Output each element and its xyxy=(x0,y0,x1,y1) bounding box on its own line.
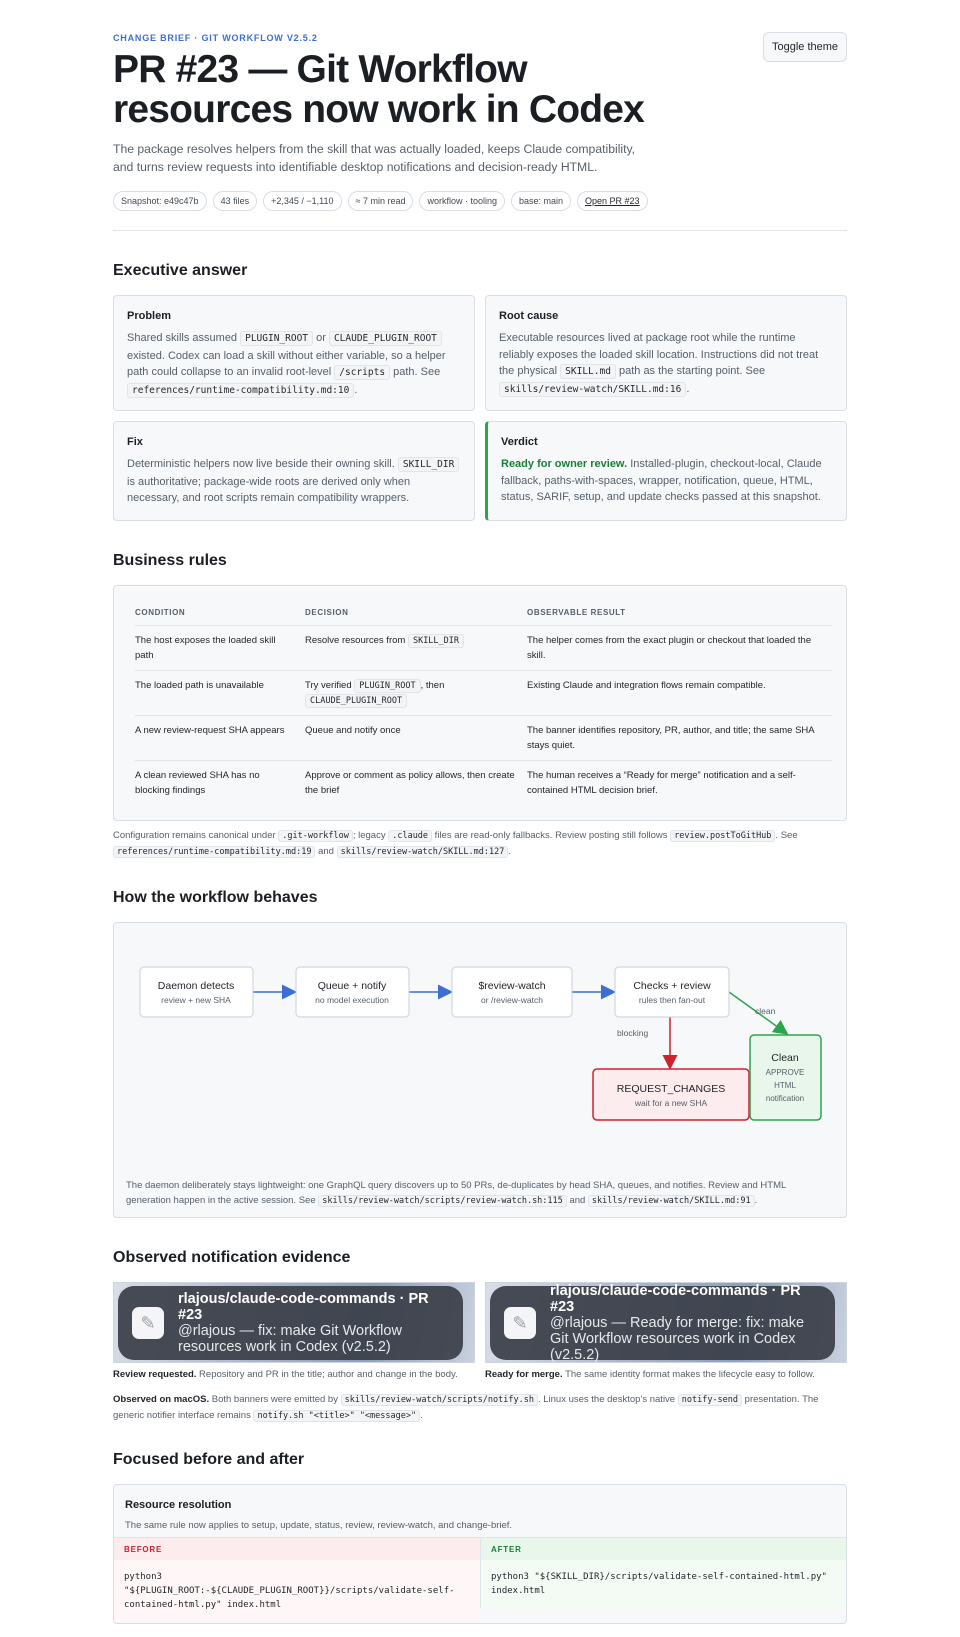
section-heading-notifications: Observed notification evidence xyxy=(113,1249,351,1266)
svg-text:notification: notification xyxy=(765,1094,805,1103)
card-subtitle: The same rule now applies to setup, update, status, review, review-watch, and change-brief. xyxy=(125,1520,513,1531)
app-icon: ✎ xyxy=(132,1307,164,1339)
rules-table xyxy=(135,598,832,806)
card-body: Ready for owner review. Installed-plugin, checkout-local, Claude fallback, paths-with-spaces, wrapper, notification, queue, HTML, status, SARIF, setup, and update checks passed at this snapshot. xyxy=(501,458,822,503)
card-fix xyxy=(113,421,475,521)
app-icon: ✎ xyxy=(504,1307,536,1339)
section-heading-rules: Business rules xyxy=(113,552,227,569)
svg-text:REQUEST_CHANGES: REQUEST_CHANGES xyxy=(616,1083,726,1095)
edge-label-blocking: blocking xyxy=(617,1028,649,1038)
node-review-watch xyxy=(452,967,572,1017)
svg-text:Clean: Clean xyxy=(771,1052,799,1064)
svg-text:Queue + notify: Queue + notify xyxy=(317,980,387,992)
workflow-diagram xyxy=(113,922,847,1218)
notification-title: rlajous/claude-code-commands · PR #23 xyxy=(550,1283,801,1315)
svg-text:wait for a new SHA: wait for a new SHA xyxy=(634,1098,708,1108)
notification-banner xyxy=(490,1283,835,1363)
node-clean xyxy=(750,1035,821,1120)
card-body: Deterministic helpers now live beside their owning skill. SKILL_DIR is authoritative; package-wide roots are derived only when necessary, and root scripts remain compatibility wrappers. xyxy=(127,456,461,507)
chip-base: base: main xyxy=(511,191,571,211)
notification-body: @rlajous — fix: make Git Workflow resources work in Codex (v2.5.2) xyxy=(178,1323,402,1355)
rules-table-card xyxy=(113,585,847,821)
workflow-svg xyxy=(114,923,848,1173)
svg-text:rules then fan-out: rules then fan-out xyxy=(638,995,706,1005)
svg-text:or /review-watch: or /review-watch xyxy=(481,995,543,1005)
cell-decision: Try verified PLUGIN_ROOT , then CLAUDE_PLUGIN_ROOT xyxy=(305,671,527,716)
cell-condition: The host exposes the loaded skill path xyxy=(135,626,305,671)
chip-read-time: ≈ 7 min read xyxy=(348,191,414,211)
svg-text:HTML: HTML xyxy=(774,1081,796,1090)
before-after-card xyxy=(113,1484,847,1624)
card-title: Verdict xyxy=(501,436,538,448)
card-verdict xyxy=(485,421,847,521)
card-title: Problem xyxy=(127,310,172,322)
table-row xyxy=(135,626,832,671)
notification-screenshot-ready-for-merge xyxy=(485,1282,847,1363)
cell-condition: A clean reviewed SHA has no blocking findings xyxy=(135,770,260,796)
cell-result: The banner identifies repository, PR, author, and title; the same SHA stays quiet. xyxy=(527,716,832,761)
node-queue xyxy=(296,967,409,1017)
notification-banner xyxy=(118,1286,463,1360)
toggle-theme-button[interactable]: Toggle theme xyxy=(763,32,847,62)
meta-chips xyxy=(113,191,648,211)
page-title: PR #23 — Git Workflow resources now work in Codex xyxy=(113,48,645,131)
column-header: DECISION xyxy=(305,598,527,626)
section-heading-executive: Executive answer xyxy=(113,262,248,279)
cell-condition: A new review-request SHA appears xyxy=(135,716,305,761)
cell-result: Existing Claude and integration flows remain compatible. xyxy=(527,671,832,716)
cell-decision: Resolve resources from SKILL_DIR xyxy=(305,626,527,671)
node-checks xyxy=(615,967,729,1017)
card-body: Shared skills assumed PLUGIN_ROOT or CLAUDE_PLUGIN_ROOT existed. Codex can load a skill without either variable, so a helper path could collapse to an invalid root-level /scripts path. See references/runtime-compatibility.md:10 . xyxy=(127,332,446,396)
svg-text:Daemon detects: Daemon detects xyxy=(157,980,235,992)
divider xyxy=(113,230,847,231)
card-problem xyxy=(113,295,475,411)
table-row xyxy=(135,671,832,716)
card-body: Executable resources lived at package root while the runtime reliably exposes the loaded skill location. Instructions did not treat the physical SKILL.md path as the starting point. See skills/review-watch/SKILL.md:16 . xyxy=(499,332,819,395)
lede: The package resolves helpers from the skill that was actually loaded, keeps Claude compatibility, and turns review requests into identifiable desktop notifications and decision-ready HTML. xyxy=(113,142,636,174)
before-code: python3 "${PLUGIN_ROOT:-${CLAUDE_PLUGIN_ROOT}}/scripts/validate-self-contained-html.py" index.html xyxy=(114,1560,480,1622)
verdict-status: Ready for owner review. xyxy=(501,458,628,470)
card-title: Fix xyxy=(127,436,143,448)
notification-caption: Review requested. Repository and PR in the title; author and change in the body. xyxy=(113,1369,458,1380)
chip-files: 43 files xyxy=(213,191,258,211)
notification-screenshot-review-requested xyxy=(113,1282,475,1363)
after-code: python3 "${SKILL_DIR}/scripts/validate-self-contained-html.py" index.html xyxy=(480,1560,846,1608)
after-label: AFTER xyxy=(480,1537,846,1560)
chip-snapshot: Snapshot: e49c47b xyxy=(113,191,207,211)
notification-body: @rlajous — Ready for merge: fix: make Git Workflow resources work in Codex (v2.5.2) xyxy=(550,1315,805,1363)
column-header: OBSERVABLE RESULT xyxy=(527,598,832,626)
notification-caption: Ready for merge. The same identity format makes the lifecycle easy to follow. xyxy=(485,1369,815,1380)
svg-text:$review-watch: $review-watch xyxy=(478,980,546,992)
cell-condition: The loaded path is unavailable xyxy=(135,671,305,716)
table-row xyxy=(135,716,832,761)
svg-text:APPROVE: APPROVE xyxy=(765,1068,805,1077)
column-header: CONDITION xyxy=(135,598,305,626)
edge-label-clean: clean xyxy=(755,1006,776,1016)
chip-labels: workflow · tooling xyxy=(419,191,505,211)
card-title: Resource resolution xyxy=(125,1499,232,1511)
section-heading-before-after: Focused before and after xyxy=(113,1451,305,1468)
svg-text:no model execution: no model execution xyxy=(315,995,389,1005)
eyebrow: CHANGE BRIEF · GIT WORKFLOW V2.5.2 xyxy=(113,33,318,43)
table-row xyxy=(135,761,832,806)
cell-result: The human receives a “Ready for merge” notification and a self-contained HTML decision brief. xyxy=(527,770,796,796)
section-heading-workflow: How the workflow behaves xyxy=(113,889,318,906)
before-column xyxy=(114,1537,480,1637)
node-daemon xyxy=(140,967,253,1017)
rules-footnote: Configuration remains canonical under .git-workflow ; legacy .claude files are read-only fallbacks. Review posting still follows review.postToGitHub . See references/runtime-compatibility.md:19 and skills/review-watch/SKILL.md:127 . xyxy=(113,830,798,857)
before-label: BEFORE xyxy=(114,1537,480,1560)
svg-text:Checks + review: Checks + review xyxy=(633,980,711,992)
open-pr-link[interactable]: Open PR #23 xyxy=(577,191,648,211)
card-title: Root cause xyxy=(499,310,559,322)
notification-title: rlajous/claude-code-commands · PR #23 xyxy=(178,1291,429,1323)
svg-text:review + new SHA: review + new SHA xyxy=(161,995,231,1005)
cell-result: The helper comes from the exact plugin or checkout that loaded the skill. xyxy=(527,626,832,671)
card-root-cause xyxy=(485,295,847,411)
cell-decision: Approve or comment as policy allows, then create the brief xyxy=(305,770,515,796)
workflow-caption: The daemon deliberately stays lightweight: one GraphQL query discovers up to 50 PRs, de-duplicates by head SHA, queues, and notifies. Review and HTML generation happen in the active session. See skills/review-watch/scripts/review-watch.sh:115 and skills/review-watch/SKILL.md:91 . xyxy=(126,1180,786,1206)
observed-note: Observed on macOS. Both banners were emitted by skills/review-watch/scripts/notify.sh . Linux uses the desktop’s native notify-send presentation. The generic notifier interface remains notify.sh "<title>" "<message>" . xyxy=(113,1394,819,1421)
chip-diffstat: +2,345 / −1,110 xyxy=(263,191,341,211)
node-request-changes xyxy=(593,1069,749,1120)
cell-decision: Queue and notify once xyxy=(305,716,527,761)
after-column xyxy=(480,1537,846,1637)
